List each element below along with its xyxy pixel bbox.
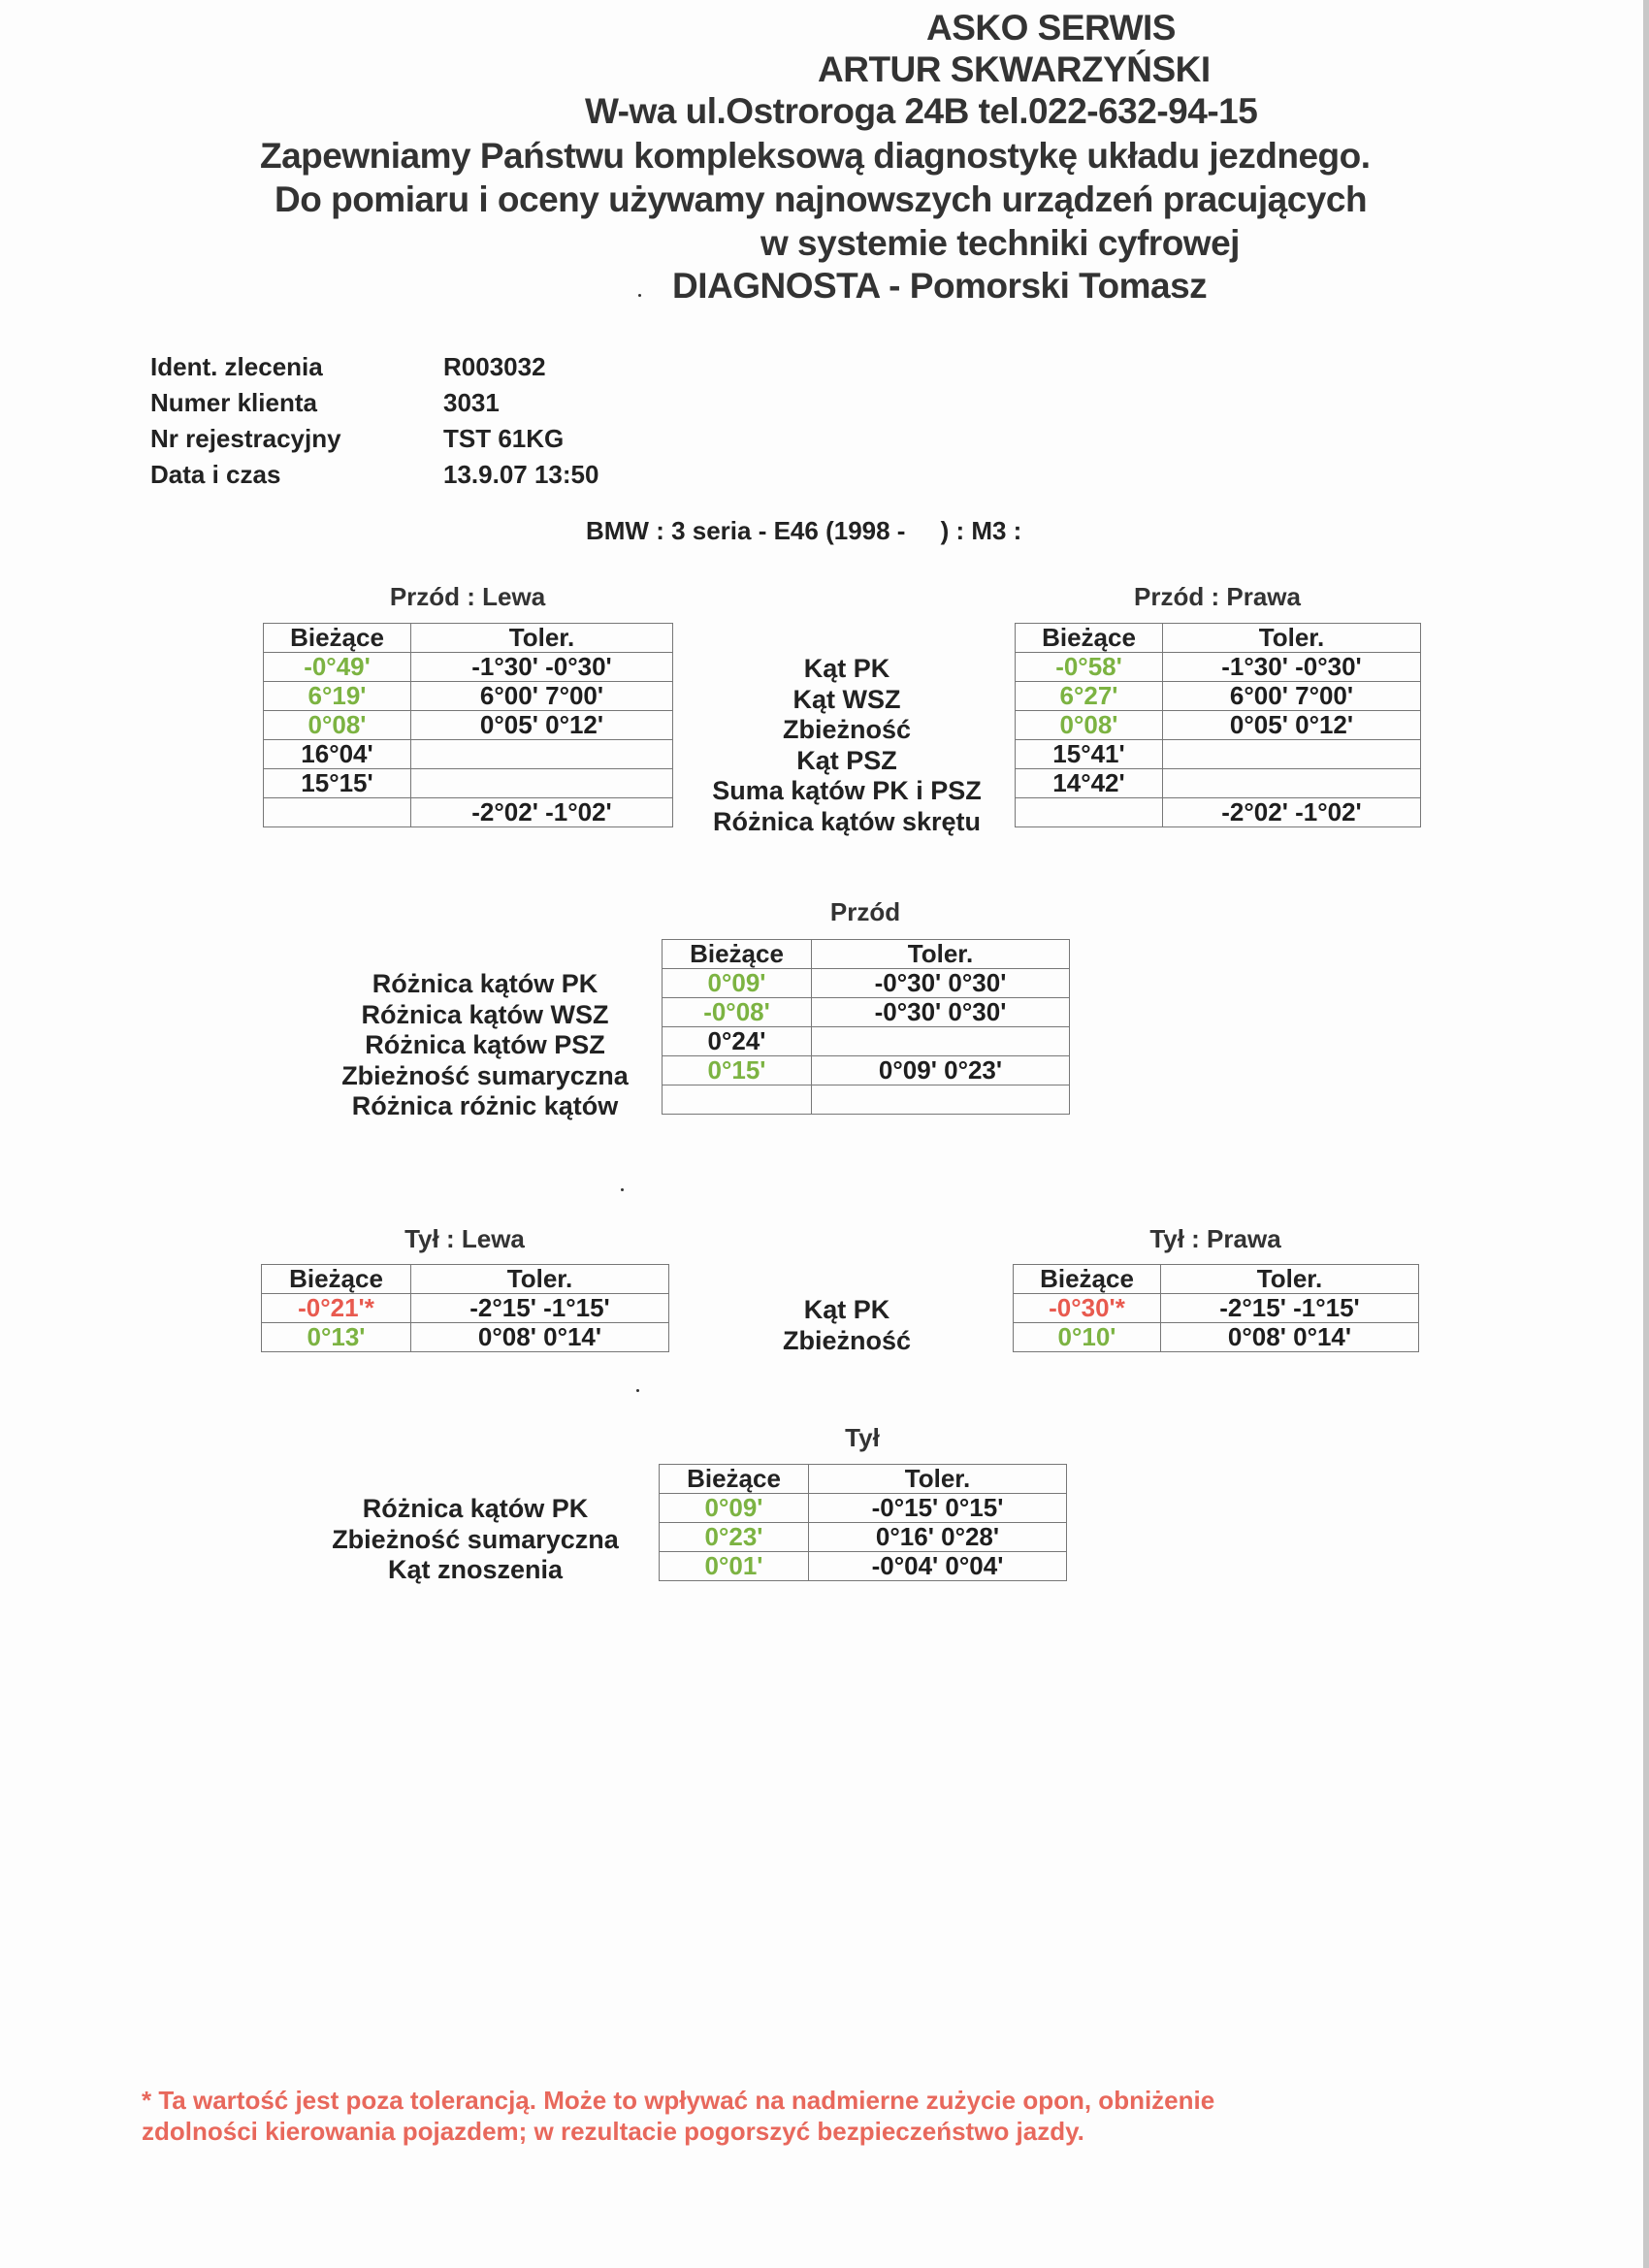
info-value-datetime: 13.9.07 13:50 xyxy=(443,460,599,489)
tolerance-value: -2°15' -1°15' xyxy=(411,1294,669,1323)
scan-speck xyxy=(638,294,641,297)
measurement-row xyxy=(264,769,673,798)
tolerance-value: -0°15' 0°15' xyxy=(809,1494,1067,1523)
current-value: -0°21'* xyxy=(262,1294,411,1323)
rear-axle-title: Tył xyxy=(845,1423,880,1452)
tolerance-value: -0°30' 0°30' xyxy=(812,969,1070,998)
row-label: Różnica różnic kątów xyxy=(351,1091,619,1120)
measurement-row xyxy=(660,1552,1067,1581)
column-header-tolerance: Toler. xyxy=(411,1265,669,1294)
measurement-row xyxy=(1014,1323,1419,1352)
measurement-row xyxy=(660,1523,1067,1552)
rear-left-title: Tył : Lewa xyxy=(404,1224,525,1253)
measurement-row xyxy=(264,798,673,827)
label-camber: Kąt PK xyxy=(803,1295,890,1324)
row-label: Różnica kątów WSZ xyxy=(361,999,609,1029)
rear-axle-table xyxy=(659,1464,1067,1581)
front-right-table xyxy=(1015,623,1421,827)
tolerance-value: 0°05' 0°12' xyxy=(411,711,673,740)
measurement-row xyxy=(262,1294,669,1323)
info-value-client-number: 3031 xyxy=(443,388,500,417)
tolerance-value xyxy=(411,769,673,798)
current-value: 6°19' xyxy=(264,682,411,711)
front-left-table xyxy=(263,623,673,827)
current-value: 15°41' xyxy=(1016,740,1163,769)
info-value-order-id: R003032 xyxy=(443,352,546,381)
label-included-angle: Suma kątów PK i PSZ xyxy=(712,776,982,805)
current-value: 0°08' xyxy=(1016,711,1163,740)
column-header-tolerance: Toler. xyxy=(809,1465,1067,1494)
tolerance-value: 0°16' 0°28' xyxy=(809,1523,1067,1552)
front-left-title: Przód : Lewa xyxy=(389,582,546,611)
measurement-row xyxy=(663,1027,1070,1056)
measurement-row xyxy=(264,682,673,711)
diagnostician: DIAGNOSTA - Pomorski Tomasz xyxy=(672,266,1208,306)
measurement-row xyxy=(663,998,1070,1027)
column-header-current: Bieżące xyxy=(660,1465,809,1494)
current-value: 0°08' xyxy=(264,711,411,740)
footnote-line-1: * Ta wartość jest poza tolerancją. Może to wpływać na nadmierne zużycie opon, obniżenie xyxy=(142,2086,1215,2115)
footnote-line-2: zdolności kierowania pojazdem; w rezultacie pogorszyć bezpieczeństwo jazdy. xyxy=(142,2117,1084,2146)
info-label-order-id: Ident. zlecenia xyxy=(150,352,323,381)
info-label-registration: Nr rejestracyjny xyxy=(150,424,341,453)
measurement-row xyxy=(1016,682,1421,711)
measurement-row xyxy=(1016,798,1421,827)
slogan-line-3: w systemie techniki cyfrowej xyxy=(760,223,1240,263)
current-value: -0°49' xyxy=(264,653,411,682)
current-value xyxy=(663,1085,812,1115)
current-value xyxy=(1016,798,1163,827)
rear-right-table xyxy=(1013,1264,1419,1352)
current-value: 15°15' xyxy=(264,769,411,798)
scan-speck xyxy=(621,1188,624,1191)
row-label: Różnica kątów PK xyxy=(362,1494,589,1523)
tolerance-value: -1°30' -0°30' xyxy=(1163,653,1421,682)
current-value: -0°58' xyxy=(1016,653,1163,682)
column-header-tolerance: Toler. xyxy=(411,624,673,653)
current-value: 0°15' xyxy=(663,1056,812,1085)
slogan-line-2: Do pomiaru i oceny używamy najnowszych urządzeń pracujących xyxy=(275,179,1368,219)
measurement-row xyxy=(663,969,1070,998)
column-header-current: Bieżące xyxy=(1014,1265,1161,1294)
measurement-row xyxy=(264,653,673,682)
tolerance-value xyxy=(1163,740,1421,769)
column-header-current: Bieżące xyxy=(1016,624,1163,653)
slogan-line-1: Zapewniamy Państwu kompleksową diagnostykę układu jezdnego. xyxy=(260,136,1371,176)
tolerance-value: -1°30' -0°30' xyxy=(411,653,673,682)
tolerance-value xyxy=(812,1085,1070,1115)
current-value: 0°09' xyxy=(663,969,812,998)
row-label: Zbieżność sumaryczna xyxy=(341,1060,629,1090)
scan-edge xyxy=(1643,0,1649,2268)
front-right-title: Przód : Prawa xyxy=(1134,582,1301,611)
company-name: ASKO SERWIS xyxy=(926,8,1176,48)
column-header-tolerance: Toler. xyxy=(1163,624,1421,653)
front-row-labels xyxy=(672,654,1021,837)
column-header-current: Bieżące xyxy=(663,940,812,969)
measurement-row xyxy=(1016,653,1421,682)
row-label: Różnica kątów PSZ xyxy=(365,1030,605,1059)
front-axle-labels xyxy=(310,969,660,1122)
measurement-row xyxy=(660,1494,1067,1523)
measurement-row xyxy=(1014,1294,1419,1323)
tolerance-value: -0°30' 0°30' xyxy=(812,998,1070,1027)
label-toe: Zbieżność xyxy=(782,715,912,744)
tolerance-value: -2°02' -1°02' xyxy=(1163,798,1421,827)
measurement-row xyxy=(1016,740,1421,769)
rear-left-table xyxy=(261,1264,669,1352)
front-axle-title: Przód xyxy=(829,897,901,926)
rear-axle-labels xyxy=(301,1494,650,1586)
tolerance-value: 6°00' 7°00' xyxy=(1163,682,1421,711)
current-value: 0°23' xyxy=(660,1523,809,1552)
measurement-row xyxy=(1016,711,1421,740)
row-label: Zbieżność sumaryczna xyxy=(332,1524,619,1554)
column-header-tolerance: Toler. xyxy=(812,940,1070,969)
current-value: 14°42' xyxy=(1016,769,1163,798)
measurement-row xyxy=(663,1056,1070,1085)
tolerance-value xyxy=(812,1027,1070,1056)
tolerance-value: 0°05' 0°12' xyxy=(1163,711,1421,740)
label-caster: Kąt WSZ xyxy=(792,684,901,714)
measurement-row xyxy=(1016,769,1421,798)
measurement-row xyxy=(264,740,673,769)
current-value: 16°04' xyxy=(264,740,411,769)
front-axle-table xyxy=(662,939,1070,1115)
current-value: 6°27' xyxy=(1016,682,1163,711)
tolerance-value xyxy=(1163,769,1421,798)
row-label: Kąt znoszenia xyxy=(387,1555,564,1584)
info-value-registration: TST 61KG xyxy=(443,424,565,453)
tolerance-value xyxy=(411,740,673,769)
row-label: Różnica kątów PK xyxy=(372,969,598,998)
company-address: W-wa ul.Ostroroga 24B tel.022-632-94-15 xyxy=(585,91,1258,131)
scan-speck xyxy=(636,1389,639,1392)
label-toe: Zbieżność xyxy=(782,1325,912,1355)
current-value: 0°13' xyxy=(262,1323,411,1352)
owner-name: ARTUR SKWARZYŃSKI xyxy=(818,49,1211,89)
rear-right-title: Tył : Prawa xyxy=(1149,1224,1281,1253)
current-value: 0°24' xyxy=(663,1027,812,1056)
tolerance-value: 6°00' 7°00' xyxy=(411,682,673,711)
tolerance-value: -0°04' 0°04' xyxy=(809,1552,1067,1581)
label-camber: Kąt PK xyxy=(803,654,890,683)
current-value: -0°30'* xyxy=(1014,1294,1161,1323)
tolerance-value: 0°08' 0°14' xyxy=(411,1323,669,1352)
label-toe-out-on-turns: Różnica kątów skrętu xyxy=(712,806,982,836)
info-label-datetime: Data i czas xyxy=(150,460,281,489)
current-value: 0°09' xyxy=(660,1494,809,1523)
measurement-row xyxy=(262,1323,669,1352)
vehicle-model: BMW : 3 seria - E46 (1998 - ) : M3 : xyxy=(586,516,1022,545)
column-header-current: Bieżące xyxy=(262,1265,411,1294)
current-value: 0°01' xyxy=(660,1552,809,1581)
column-header-tolerance: Toler. xyxy=(1161,1265,1419,1294)
measurement-row xyxy=(663,1085,1070,1115)
tolerance-value: -2°02' -1°02' xyxy=(411,798,673,827)
measurement-row xyxy=(264,711,673,740)
label-kpi: Kąt PSZ xyxy=(796,745,897,775)
current-value xyxy=(264,798,411,827)
info-label-client-number: Numer klienta xyxy=(150,388,317,417)
column-header-current: Bieżące xyxy=(264,624,411,653)
rear-row-labels xyxy=(672,1295,1021,1356)
current-value: -0°08' xyxy=(663,998,812,1027)
current-value: 0°10' xyxy=(1014,1323,1161,1352)
tolerance-value: -2°15' -1°15' xyxy=(1161,1294,1419,1323)
tolerance-value: 0°08' 0°14' xyxy=(1161,1323,1419,1352)
tolerance-value: 0°09' 0°23' xyxy=(812,1056,1070,1085)
